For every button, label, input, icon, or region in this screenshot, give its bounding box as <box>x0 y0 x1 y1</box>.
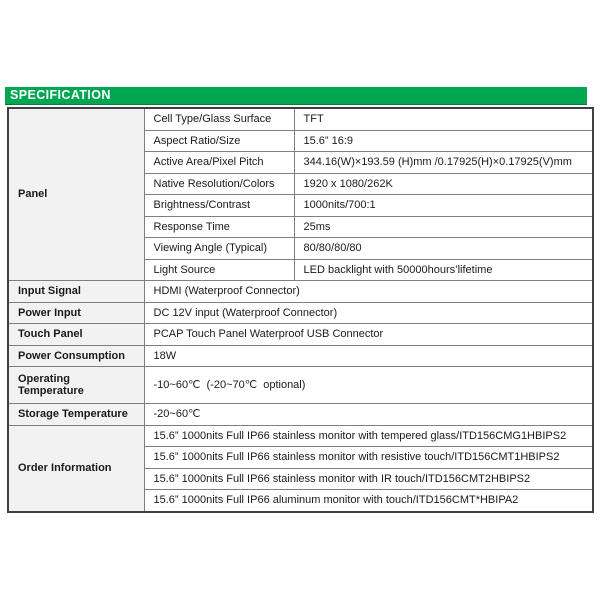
spec-row-value: TFT <box>294 108 593 130</box>
table-row <box>8 108 593 130</box>
spec-row-label: Response Time <box>144 216 294 238</box>
table-row <box>8 281 593 303</box>
spec-row-value: 15.6” 16:9 <box>294 130 593 152</box>
order-row-value: 15.6” 1000nits Full IP66 stainless monitor with resistive touch/ITD156CMT1HBIPS2 <box>144 447 593 469</box>
spec-row-label: Power Consumption <box>8 345 144 367</box>
section-title: SPECIFICATION <box>10 88 111 103</box>
spec-row-value: 344.16(W)×193.59 (H)mm /0.17925(H)×0.17925(V)mm <box>294 152 593 174</box>
specification-table <box>7 107 594 513</box>
spec-row-value: 25ms <box>294 216 593 238</box>
spec-row-label: Cell Type/Glass Surface <box>144 108 294 130</box>
spec-row-label: Viewing Angle (Typical) <box>144 238 294 260</box>
spec-row-label: Input Signal <box>8 281 144 303</box>
spec-row-value: PCAP Touch Panel Waterproof USB Connector <box>144 324 593 346</box>
spec-row-value: LED backlight with 50000hours’lifetime <box>294 259 593 281</box>
spec-row-label: Aspect Ratio/Size <box>144 130 294 152</box>
spec-row-value: 80/80/80/80 <box>294 238 593 260</box>
spec-row-label: Native Resolution/Colors <box>144 173 294 195</box>
table-row <box>8 404 593 426</box>
spec-row-value: DC 12V input (Waterproof Connector) <box>144 302 593 324</box>
spec-row-label: Light Source <box>144 259 294 281</box>
table-row <box>8 324 593 346</box>
spec-row-value: HDMI (Waterproof Connector) <box>144 281 593 303</box>
section-title-bar <box>5 87 587 105</box>
spec-row-value: 1000nits/700:1 <box>294 195 593 217</box>
spec-row-label: Brightness/Contrast <box>144 195 294 217</box>
spec-row-value: 1920 x 1080/262K <box>294 173 593 195</box>
table-row <box>8 302 593 324</box>
spec-row-label: Touch Panel <box>8 324 144 346</box>
order-row-value: 15.6” 1000nits Full IP66 aluminum monitor with touch/ITD156CMT*HBIPA2 <box>144 490 593 512</box>
table-row <box>8 345 593 367</box>
spec-row-label: Power Input <box>8 302 144 324</box>
order-row-value: 15.6” 1000nits Full IP66 stainless monitor with IR touch/ITD156CMT2HBIPS2 <box>144 468 593 490</box>
spec-row-label: Storage Temperature <box>8 404 144 426</box>
spec-row-value: 18W <box>144 345 593 367</box>
spec-row-value: -10~60℃ (-20~70℃ optional) <box>144 367 593 404</box>
group-label-order-information: Order Information <box>8 425 144 512</box>
order-row-value: 15.6” 1000nits Full IP66 stainless monitor with tempered glass/ITD156CMG1HBIPS2 <box>144 425 593 447</box>
table-row <box>8 367 593 404</box>
group-label-panel: Panel <box>8 108 144 281</box>
spec-row-label: Active Area/Pixel Pitch <box>144 152 294 174</box>
spec-row-value: -20~60℃ <box>144 404 593 426</box>
table-row <box>8 425 593 447</box>
spec-row-label: Operating Temperature <box>8 367 144 404</box>
